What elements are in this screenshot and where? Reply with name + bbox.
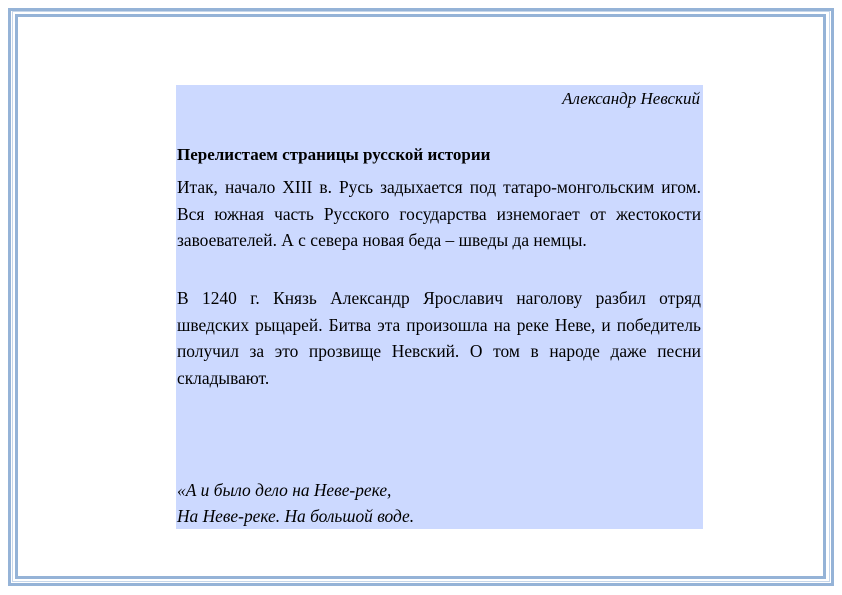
text-box xyxy=(176,85,703,529)
paragraph-2: В 1240 г. Князь Александр Ярославич наголову разбил отряд шведских рыцарей. Битва эта произошла на реке Неве, и победитель получил за это прозвище Невский. О том в народе даже песни складывают. xyxy=(177,288,701,388)
paragraph-1: Итак, начало XIII в. Русь задыхается под татаро-монгольским игом. Вся южная часть Русского государства изнемогает от жестокости завоевателей. А с севера новая беда – шведы да немцы. xyxy=(177,177,701,250)
verse-quote xyxy=(177,477,414,529)
verse-line-1: «А и было дело на Неве-реке, xyxy=(177,480,392,500)
author-caption: Александр Невский xyxy=(562,89,700,108)
verse-line-2: На Неве-реке. На большой воде. xyxy=(177,506,415,526)
section-heading: Перелистаем страницы русской истории xyxy=(177,145,491,164)
